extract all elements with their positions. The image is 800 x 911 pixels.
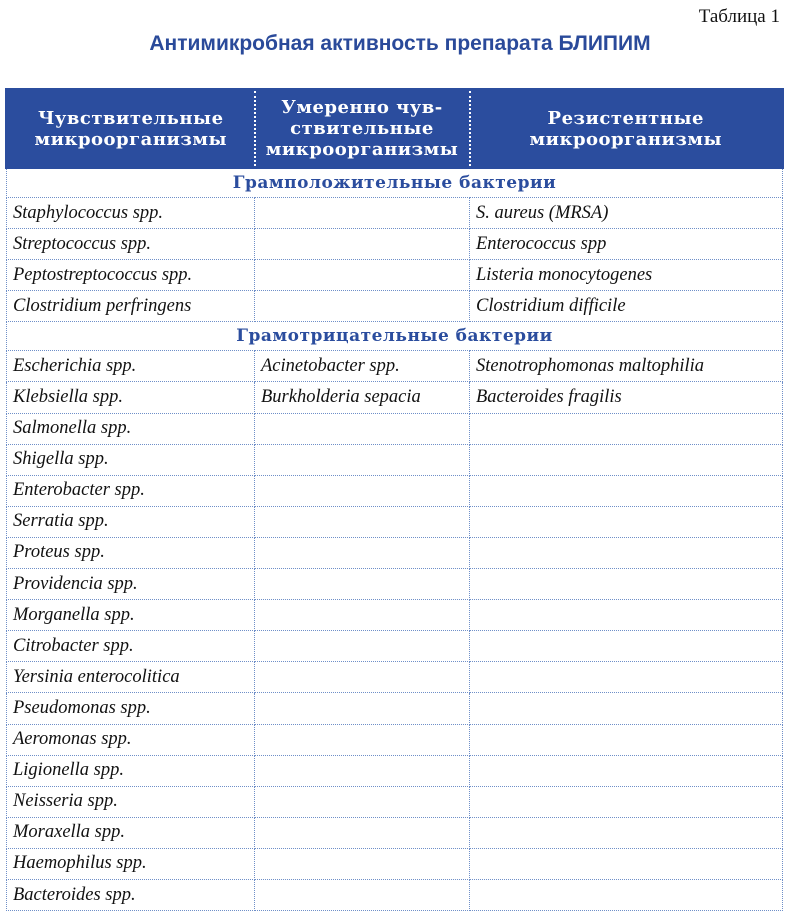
table-row: [7, 724, 783, 755]
cell-sensitive: Aeromonas spp.: [7, 724, 255, 755]
table-row: [7, 291, 783, 322]
header-moderate-line1: Умеренно чув-: [281, 97, 443, 118]
cell-sensitive: Salmonella spp.: [7, 413, 255, 444]
cell-sensitive: Serratia spp.: [7, 506, 255, 537]
cell-moderate: [255, 848, 470, 879]
cell-sensitive: Citrobacter spp.: [7, 631, 255, 662]
cell-moderate: [255, 291, 470, 322]
cell-sensitive: Enterobacter spp.: [7, 475, 255, 506]
cell-sensitive: Providencia spp.: [7, 569, 255, 600]
cell-sensitive: Peptostreptococcus spp.: [7, 260, 255, 291]
cell-moderate: [255, 724, 470, 755]
cell-sensitive: Morganella spp.: [7, 600, 255, 631]
cell-resistant: [470, 848, 783, 879]
cell-moderate: Acinetobacter spp.: [255, 351, 470, 382]
table-row: [7, 879, 783, 910]
table-row: [7, 569, 783, 600]
table-row: [7, 475, 783, 506]
cell-moderate: [255, 693, 470, 724]
cell-sensitive: Clostridium perfringens: [7, 291, 255, 322]
cell-moderate: [255, 631, 470, 662]
header-sensitive-line2: микроорганизмы: [34, 128, 228, 150]
cell-moderate: [255, 506, 470, 537]
cell-resistant: [470, 569, 783, 600]
table-row: [7, 848, 783, 879]
header-resistant-line2: микроорганизмы: [529, 128, 723, 150]
cell-sensitive: Proteus spp.: [7, 537, 255, 568]
cell-resistant: [470, 600, 783, 631]
cell-sensitive: Staphylococcus spp.: [7, 198, 255, 229]
cell-moderate: [255, 817, 470, 848]
cell-resistant: [470, 444, 783, 475]
header-moderate-line3: микроорганизмы: [265, 139, 459, 160]
table-row: [7, 817, 783, 848]
cell-moderate: [255, 198, 470, 229]
table-row: [7, 693, 783, 724]
table-row: [7, 662, 783, 693]
cell-sensitive: Yersinia enterocolitica: [7, 662, 255, 693]
cell-sensitive: Moraxella spp.: [7, 817, 255, 848]
cell-moderate: [255, 444, 470, 475]
header-moderate: [255, 90, 470, 168]
cell-resistant: Listeria monocytogenes: [470, 260, 783, 291]
cell-resistant: [470, 817, 783, 848]
header-resistant: [470, 90, 783, 168]
table-row: [7, 537, 783, 568]
cell-moderate: [255, 413, 470, 444]
cell-resistant: [470, 724, 783, 755]
section-title-gram-negative: Грамотрицательные бактерии: [7, 322, 783, 351]
cell-moderate: [255, 786, 470, 817]
header-moderate-line2: ствительные: [290, 118, 434, 139]
table-row: [7, 351, 783, 382]
table-row: [7, 413, 783, 444]
cell-resistant: [470, 786, 783, 817]
cell-moderate: Burkholderia sepacia: [255, 382, 470, 413]
table-row: [7, 229, 783, 260]
cell-sensitive: Pseudomonas spp.: [7, 693, 255, 724]
table-row: [7, 755, 783, 786]
cell-moderate: [255, 662, 470, 693]
cell-resistant: [470, 755, 783, 786]
cell-sensitive: Haemophilus spp.: [7, 848, 255, 879]
cell-sensitive: Escherichia spp.: [7, 351, 255, 382]
cell-resistant: [470, 662, 783, 693]
cell-resistant: Bacteroides fragilis: [470, 382, 783, 413]
table-row: [7, 786, 783, 817]
cell-moderate: [255, 537, 470, 568]
cell-sensitive: Klebsiella spp.: [7, 382, 255, 413]
table-row: [7, 260, 783, 291]
table-header: [7, 90, 783, 168]
table-number-label: Таблица 1: [698, 6, 780, 27]
cell-resistant: Clostridium difficile: [470, 291, 783, 322]
cell-resistant: S. aureus (MRSA): [470, 198, 783, 229]
table-row: [7, 444, 783, 475]
cell-resistant: [470, 537, 783, 568]
cell-sensitive: Streptococcus spp.: [7, 229, 255, 260]
section-row-gram-negative: [7, 322, 783, 351]
table-row: [7, 198, 783, 229]
cell-resistant: [470, 475, 783, 506]
cell-resistant: [470, 879, 783, 910]
section-title-gram-positive: Грамположительные бактерии: [7, 168, 783, 198]
header-sensitive-line1: Чувствительные: [37, 107, 224, 129]
cell-sensitive: Ligionella spp.: [7, 755, 255, 786]
header-resistant-line1: Резистентные: [547, 107, 704, 129]
table-row: [7, 506, 783, 537]
cell-moderate: [255, 879, 470, 910]
cell-sensitive: Neisseria spp.: [7, 786, 255, 817]
section-row-gram-positive: [7, 168, 783, 198]
cell-sensitive: Bacteroides spp.: [7, 879, 255, 910]
header-sensitive: [7, 90, 255, 168]
cell-resistant: [470, 506, 783, 537]
table-title: Антимикробная активность препарата БЛИПИМ: [149, 32, 651, 55]
cell-resistant: Enterococcus spp: [470, 229, 783, 260]
cell-moderate: [255, 260, 470, 291]
cell-resistant: [470, 413, 783, 444]
cell-moderate: [255, 475, 470, 506]
cell-resistant: [470, 693, 783, 724]
table-row: [7, 600, 783, 631]
table-row: [7, 382, 783, 413]
cell-resistant: [470, 631, 783, 662]
cell-moderate: [255, 229, 470, 260]
table-row: [7, 631, 783, 662]
cell-moderate: [255, 569, 470, 600]
cell-resistant: Stenotrophomonas maltophilia: [470, 351, 783, 382]
cell-moderate: [255, 600, 470, 631]
cell-sensitive: Shigella spp.: [7, 444, 255, 475]
antimicrobial-activity-table: [5, 88, 784, 911]
cell-moderate: [255, 755, 470, 786]
table-body: [7, 168, 783, 911]
